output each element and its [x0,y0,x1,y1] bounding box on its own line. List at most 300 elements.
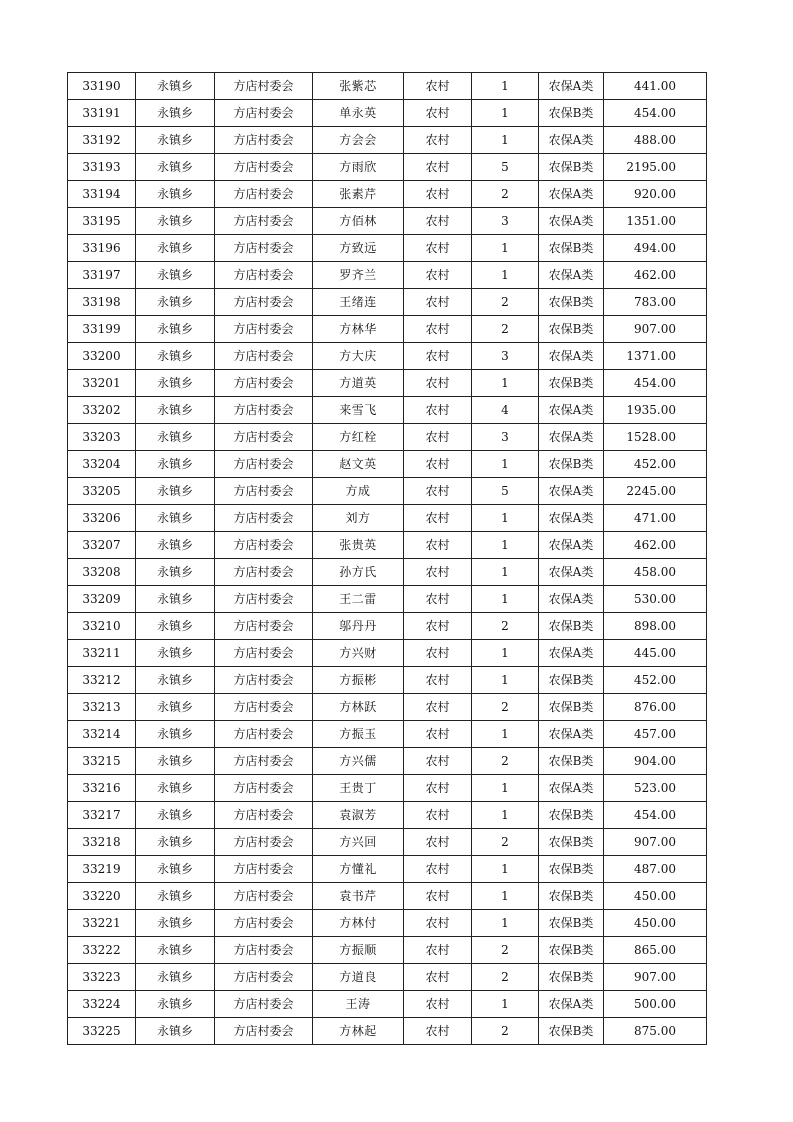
member-count-cell: 1 [472,991,539,1018]
amount-cell: 1351.00 [604,208,707,235]
member-count-cell: 2 [472,748,539,775]
household-type-cell: 农村 [404,856,472,883]
person-name-cell: 王涛 [313,991,404,1018]
table-row [68,316,707,343]
township-cell: 永镇乡 [136,667,215,694]
township-cell: 永镇乡 [136,181,215,208]
record-number-cell: 33213 [68,694,136,721]
record-number-cell: 33211 [68,640,136,667]
village-committee-cell: 方店村委会 [215,964,313,991]
insurance-class-cell: 农保A类 [539,532,604,559]
record-number-cell: 33216 [68,775,136,802]
amount-cell: 920.00 [604,181,707,208]
household-type-cell: 农村 [404,478,472,505]
household-type-cell: 农村 [404,397,472,424]
township-cell: 永镇乡 [136,883,215,910]
amount-cell: 487.00 [604,856,707,883]
township-cell: 永镇乡 [136,505,215,532]
township-cell: 永镇乡 [136,154,215,181]
village-committee-cell: 方店村委会 [215,694,313,721]
table-row [68,883,707,910]
insurance-class-cell: 农保A类 [539,991,604,1018]
township-cell: 永镇乡 [136,451,215,478]
village-committee-cell: 方店村委会 [215,208,313,235]
table-row [68,829,707,856]
record-number-cell: 33200 [68,343,136,370]
township-cell: 永镇乡 [136,397,215,424]
township-cell: 永镇乡 [136,991,215,1018]
member-count-cell: 1 [472,505,539,532]
household-type-cell: 农村 [404,667,472,694]
village-committee-cell: 方店村委会 [215,775,313,802]
person-name-cell: 方会会 [313,127,404,154]
member-count-cell: 2 [472,964,539,991]
household-type-cell: 农村 [404,262,472,289]
household-type-cell: 农村 [404,991,472,1018]
table-row [68,1018,707,1045]
amount-cell: 454.00 [604,802,707,829]
village-committee-cell: 方店村委会 [215,748,313,775]
village-committee-cell: 方店村委会 [215,127,313,154]
member-count-cell: 4 [472,397,539,424]
township-cell: 永镇乡 [136,613,215,640]
person-name-cell: 张素芹 [313,181,404,208]
insurance-class-cell: 农保A类 [539,559,604,586]
insurance-class-cell: 农保B类 [539,1018,604,1045]
amount-cell: 441.00 [604,73,707,100]
amount-cell: 445.00 [604,640,707,667]
amount-cell: 1371.00 [604,343,707,370]
member-count-cell: 1 [472,910,539,937]
insurance-class-cell: 农保A类 [539,721,604,748]
table-row [68,721,707,748]
member-count-cell: 1 [472,235,539,262]
insurance-class-cell: 农保B类 [539,964,604,991]
village-committee-cell: 方店村委会 [215,478,313,505]
person-name-cell: 单永英 [313,100,404,127]
insurance-class-cell: 农保A类 [539,478,604,505]
amount-cell: 471.00 [604,505,707,532]
household-type-cell: 农村 [404,748,472,775]
record-number-cell: 33210 [68,613,136,640]
table-row [68,181,707,208]
amount-cell: 452.00 [604,451,707,478]
person-name-cell: 孙方氏 [313,559,404,586]
record-number-cell: 33205 [68,478,136,505]
insurance-class-cell: 农保A类 [539,262,604,289]
township-cell: 永镇乡 [136,73,215,100]
table-row [68,154,707,181]
person-name-cell: 方红栓 [313,424,404,451]
insurance-class-cell: 农保B类 [539,289,604,316]
insurance-class-cell: 农保B类 [539,829,604,856]
table-row [68,991,707,1018]
village-committee-cell: 方店村委会 [215,856,313,883]
person-name-cell: 袁书芹 [313,883,404,910]
township-cell: 永镇乡 [136,1018,215,1045]
amount-cell: 530.00 [604,586,707,613]
amount-cell: 1528.00 [604,424,707,451]
township-cell: 永镇乡 [136,721,215,748]
member-count-cell: 1 [472,370,539,397]
table-row [68,73,707,100]
person-name-cell: 方林付 [313,910,404,937]
record-number-cell: 33190 [68,73,136,100]
person-name-cell: 方佰林 [313,208,404,235]
township-cell: 永镇乡 [136,235,215,262]
member-count-cell: 1 [472,667,539,694]
member-count-cell: 1 [472,127,539,154]
record-number-cell: 33223 [68,964,136,991]
household-type-cell: 农村 [404,721,472,748]
township-cell: 永镇乡 [136,829,215,856]
township-cell: 永镇乡 [136,316,215,343]
table-row [68,370,707,397]
member-count-cell: 1 [472,586,539,613]
table-row [68,100,707,127]
village-committee-cell: 方店村委会 [215,910,313,937]
member-count-cell: 1 [472,262,539,289]
household-type-cell: 农村 [404,100,472,127]
record-number-cell: 33225 [68,1018,136,1045]
record-number-cell: 33201 [68,370,136,397]
insurance-class-cell: 农保A类 [539,397,604,424]
record-number-cell: 33215 [68,748,136,775]
township-cell: 永镇乡 [136,343,215,370]
member-count-cell: 5 [472,478,539,505]
village-committee-cell: 方店村委会 [215,154,313,181]
village-committee-cell: 方店村委会 [215,1018,313,1045]
insurance-class-cell: 农保B类 [539,154,604,181]
table-row [68,694,707,721]
record-number-cell: 33198 [68,289,136,316]
person-name-cell: 张贵英 [313,532,404,559]
township-cell: 永镇乡 [136,478,215,505]
household-type-cell: 农村 [404,532,472,559]
insurance-class-cell: 农保B类 [539,613,604,640]
household-type-cell: 农村 [404,613,472,640]
village-committee-cell: 方店村委会 [215,451,313,478]
amount-cell: 462.00 [604,532,707,559]
insurance-class-cell: 农保A类 [539,73,604,100]
table-row [68,667,707,694]
record-number-cell: 33197 [68,262,136,289]
table-row [68,559,707,586]
member-count-cell: 2 [472,289,539,316]
insurance-class-cell: 农保A类 [539,208,604,235]
village-committee-cell: 方店村委会 [215,235,313,262]
insurance-class-cell: 农保A类 [539,505,604,532]
insurance-class-cell: 农保A类 [539,343,604,370]
amount-cell: 523.00 [604,775,707,802]
household-type-cell: 农村 [404,505,472,532]
township-cell: 永镇乡 [136,370,215,397]
household-type-cell: 农村 [404,829,472,856]
table-row [68,397,707,424]
insurance-class-cell: 农保A类 [539,127,604,154]
person-name-cell: 袁淑芳 [313,802,404,829]
household-type-cell: 农村 [404,964,472,991]
person-name-cell: 罗齐兰 [313,262,404,289]
record-number-cell: 33214 [68,721,136,748]
roster-table-body [68,73,707,1045]
member-count-cell: 2 [472,829,539,856]
amount-cell: 1935.00 [604,397,707,424]
table-row [68,937,707,964]
record-number-cell: 33196 [68,235,136,262]
insurance-class-cell: 农保B类 [539,802,604,829]
village-committee-cell: 方店村委会 [215,640,313,667]
household-type-cell: 农村 [404,451,472,478]
table-row [68,478,707,505]
amount-cell: 494.00 [604,235,707,262]
insurance-class-cell: 农保A类 [539,586,604,613]
household-type-cell: 农村 [404,127,472,154]
village-committee-cell: 方店村委会 [215,343,313,370]
record-number-cell: 33194 [68,181,136,208]
household-type-cell: 农村 [404,235,472,262]
household-type-cell: 农村 [404,694,472,721]
member-count-cell: 1 [472,559,539,586]
amount-cell: 876.00 [604,694,707,721]
member-count-cell: 2 [472,613,539,640]
member-count-cell: 3 [472,343,539,370]
person-name-cell: 王二雷 [313,586,404,613]
household-type-cell: 农村 [404,775,472,802]
person-name-cell: 邬丹丹 [313,613,404,640]
member-count-cell: 1 [472,775,539,802]
amount-cell: 450.00 [604,910,707,937]
township-cell: 永镇乡 [136,856,215,883]
village-committee-cell: 方店村委会 [215,316,313,343]
village-committee-cell: 方店村委会 [215,586,313,613]
township-cell: 永镇乡 [136,586,215,613]
township-cell: 永镇乡 [136,559,215,586]
amount-cell: 454.00 [604,100,707,127]
township-cell: 永镇乡 [136,748,215,775]
insurance-class-cell: 农保A类 [539,424,604,451]
amount-cell: 457.00 [604,721,707,748]
village-committee-cell: 方店村委会 [215,262,313,289]
township-cell: 永镇乡 [136,208,215,235]
record-number-cell: 33222 [68,937,136,964]
township-cell: 永镇乡 [136,127,215,154]
insurance-class-cell: 农保A类 [539,640,604,667]
person-name-cell: 方致远 [313,235,404,262]
village-committee-cell: 方店村委会 [215,181,313,208]
person-name-cell: 方道英 [313,370,404,397]
amount-cell: 783.00 [604,289,707,316]
township-cell: 永镇乡 [136,289,215,316]
record-number-cell: 33208 [68,559,136,586]
amount-cell: 450.00 [604,883,707,910]
member-count-cell: 5 [472,154,539,181]
record-number-cell: 33221 [68,910,136,937]
table-row [68,127,707,154]
insurance-class-cell: 农保B类 [539,883,604,910]
township-cell: 永镇乡 [136,424,215,451]
record-number-cell: 33217 [68,802,136,829]
record-number-cell: 33224 [68,991,136,1018]
insurance-class-cell: 农保B类 [539,370,604,397]
person-name-cell: 方大庆 [313,343,404,370]
person-name-cell: 方懂礼 [313,856,404,883]
household-type-cell: 农村 [404,154,472,181]
member-count-cell: 1 [472,802,539,829]
member-count-cell: 1 [472,883,539,910]
household-type-cell: 农村 [404,883,472,910]
record-number-cell: 33202 [68,397,136,424]
table-row [68,586,707,613]
person-name-cell: 刘方 [313,505,404,532]
township-cell: 永镇乡 [136,910,215,937]
person-name-cell: 方兴回 [313,829,404,856]
amount-cell: 907.00 [604,829,707,856]
person-name-cell: 张紫芯 [313,73,404,100]
table-row [68,640,707,667]
record-number-cell: 33212 [68,667,136,694]
household-type-cell: 农村 [404,1018,472,1045]
record-number-cell: 33203 [68,424,136,451]
insurance-class-cell: 农保B类 [539,235,604,262]
village-committee-cell: 方店村委会 [215,883,313,910]
village-committee-cell: 方店村委会 [215,532,313,559]
township-cell: 永镇乡 [136,964,215,991]
village-committee-cell: 方店村委会 [215,397,313,424]
village-committee-cell: 方店村委会 [215,370,313,397]
member-count-cell: 1 [472,73,539,100]
member-count-cell: 1 [472,856,539,883]
household-type-cell: 农村 [404,910,472,937]
household-type-cell: 农村 [404,586,472,613]
village-committee-cell: 方店村委会 [215,991,313,1018]
insurance-class-cell: 农保B类 [539,937,604,964]
amount-cell: 875.00 [604,1018,707,1045]
record-number-cell: 33193 [68,154,136,181]
household-type-cell: 农村 [404,424,472,451]
township-cell: 永镇乡 [136,937,215,964]
person-name-cell: 王绪连 [313,289,404,316]
member-count-cell: 3 [472,424,539,451]
township-cell: 永镇乡 [136,640,215,667]
table-row [68,802,707,829]
record-number-cell: 33220 [68,883,136,910]
member-count-cell: 1 [472,640,539,667]
table-row [68,910,707,937]
household-type-cell: 农村 [404,937,472,964]
table-row [68,451,707,478]
table-row [68,289,707,316]
record-number-cell: 33206 [68,505,136,532]
person-name-cell: 方林起 [313,1018,404,1045]
person-name-cell: 方振彬 [313,667,404,694]
member-count-cell: 3 [472,208,539,235]
insurance-class-cell: 农保B类 [539,667,604,694]
member-count-cell: 1 [472,532,539,559]
table-row [68,856,707,883]
amount-cell: 452.00 [604,667,707,694]
person-name-cell: 方林华 [313,316,404,343]
table-row [68,208,707,235]
amount-cell: 454.00 [604,370,707,397]
amount-cell: 904.00 [604,748,707,775]
person-name-cell: 方兴财 [313,640,404,667]
table-row [68,532,707,559]
member-count-cell: 2 [472,316,539,343]
village-committee-cell: 方店村委会 [215,559,313,586]
household-type-cell: 农村 [404,73,472,100]
insurance-class-cell: 农保A类 [539,775,604,802]
household-type-cell: 农村 [404,802,472,829]
insurance-class-cell: 农保B类 [539,748,604,775]
amount-cell: 865.00 [604,937,707,964]
household-type-cell: 农村 [404,343,472,370]
record-number-cell: 33219 [68,856,136,883]
table-row [68,343,707,370]
township-cell: 永镇乡 [136,532,215,559]
record-number-cell: 33191 [68,100,136,127]
record-number-cell: 33195 [68,208,136,235]
village-committee-cell: 方店村委会 [215,667,313,694]
insurance-class-cell: 农保B类 [539,910,604,937]
person-name-cell: 赵文英 [313,451,404,478]
member-count-cell: 1 [472,100,539,127]
record-number-cell: 33199 [68,316,136,343]
person-name-cell: 方雨欣 [313,154,404,181]
person-name-cell: 来雪飞 [313,397,404,424]
township-cell: 永镇乡 [136,694,215,721]
village-committee-cell: 方店村委会 [215,289,313,316]
person-name-cell: 王贵丁 [313,775,404,802]
village-committee-cell: 方店村委会 [215,721,313,748]
table-row [68,262,707,289]
village-committee-cell: 方店村委会 [215,100,313,127]
amount-cell: 500.00 [604,991,707,1018]
insurance-class-cell: 农保B类 [539,694,604,721]
record-number-cell: 33207 [68,532,136,559]
person-name-cell: 方兴儒 [313,748,404,775]
household-type-cell: 农村 [404,316,472,343]
member-count-cell: 2 [472,181,539,208]
household-type-cell: 农村 [404,640,472,667]
person-name-cell: 方成 [313,478,404,505]
household-type-cell: 农村 [404,559,472,586]
insurance-class-cell: 农保B类 [539,100,604,127]
household-type-cell: 农村 [404,208,472,235]
township-cell: 永镇乡 [136,775,215,802]
village-committee-cell: 方店村委会 [215,937,313,964]
amount-cell: 907.00 [604,964,707,991]
member-count-cell: 2 [472,694,539,721]
amount-cell: 898.00 [604,613,707,640]
household-type-cell: 农村 [404,289,472,316]
insurance-class-cell: 农保A类 [539,181,604,208]
record-number-cell: 33209 [68,586,136,613]
table-row [68,235,707,262]
village-committee-cell: 方店村委会 [215,829,313,856]
household-type-cell: 农村 [404,181,472,208]
member-count-cell: 2 [472,937,539,964]
amount-cell: 2245.00 [604,478,707,505]
amount-cell: 2195.00 [604,154,707,181]
insurance-class-cell: 农保B类 [539,316,604,343]
table-row [68,613,707,640]
township-cell: 永镇乡 [136,802,215,829]
amount-cell: 907.00 [604,316,707,343]
village-committee-cell: 方店村委会 [215,613,313,640]
amount-cell: 462.00 [604,262,707,289]
village-committee-cell: 方店村委会 [215,505,313,532]
